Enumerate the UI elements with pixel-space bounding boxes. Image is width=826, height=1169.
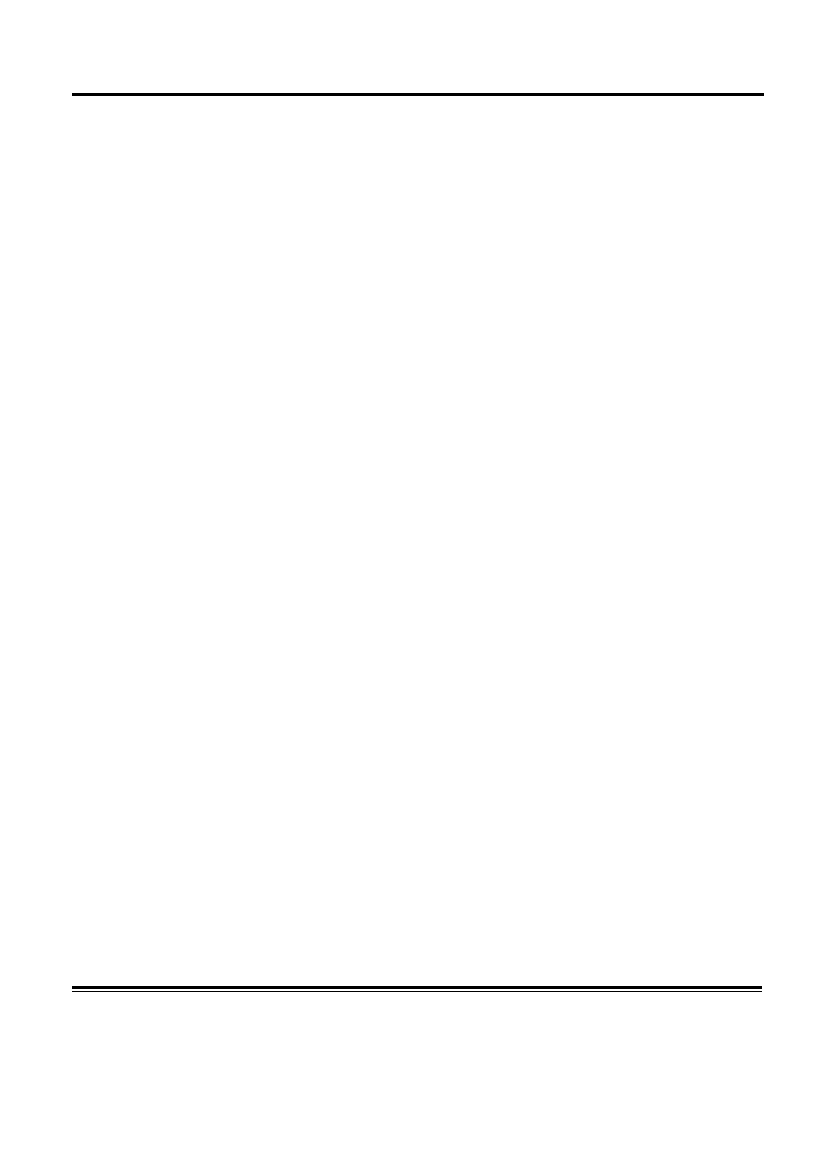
calibration-chart	[0, 360, 826, 810]
footer-rule-thin	[72, 991, 762, 992]
footer-rule	[72, 986, 762, 989]
title-rule	[72, 93, 764, 96]
